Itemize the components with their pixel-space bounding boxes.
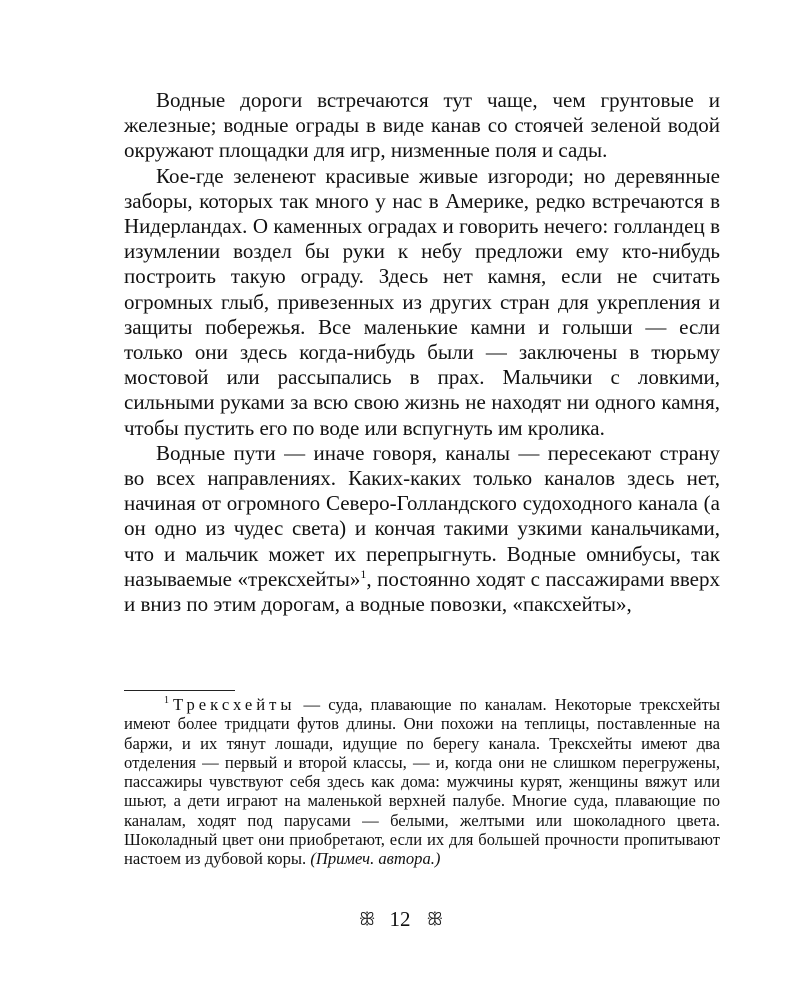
footnote-term: Трексхейты bbox=[173, 695, 296, 714]
footnote bbox=[124, 695, 720, 869]
page-number: 12 bbox=[389, 906, 411, 931]
paragraph-3 bbox=[124, 441, 720, 617]
paragraph-1: Водные дороги встречаются тут чаще, чем грунтовые и железные; водные ограды в виде канав со стоячей зеленой водой окружают площадки для игр, низменные поля и сады. bbox=[124, 88, 720, 163]
footnote-number: 1 bbox=[164, 695, 169, 707]
page-footer bbox=[0, 905, 800, 933]
paragraph-3-text: Водные пути — иначе говоря, каналы — пересекают страну во всех направлениях. Каких-каких только каналов здесь нет, начиная от огромного Северо-Голландского судоходного канала (а он одно из чудес света) и кончая такими узкими канальчиками, что и мальчик может их перепрыгнуть. Водные омнибусы, так называемые «трексхейты» bbox=[124, 440, 720, 591]
footnote-divider bbox=[124, 690, 235, 691]
left-ornament-icon: ꕥ bbox=[358, 908, 374, 929]
footnote-text: — суда, плавающие по каналам. Некоторые трексхейты имеют более тридцати футов длины. Они похожи на теплицы, поставленные на баржи, и их тянут лошади, идущие по берегу канала. Трексхейты имеют два отделения — первый и второй классы, — и, когда они не слишком перегружены, пассажиры чувствуют себя здесь как дома: мужчины курят, женщины вяжут или шьют, а дети играют на маленькой верхней палубе. Многие суда, плавающие по каналам, ходят под парусами — белыми, желтыми или шоколадного цвета. Шоколадный цвет они приобретают, если их для большей прочности пропитывают настоем из дубовой коры. bbox=[124, 695, 720, 869]
right-ornament-icon: ꕥ bbox=[426, 908, 442, 929]
footnote-author-note: (Примеч. автора.) bbox=[310, 849, 441, 869]
paragraph-3-continuation: , постоянно ходят с пассажирами вверх и вниз по этим дорогам, а водные повозки, «паксхейты», bbox=[124, 566, 721, 617]
footnote-reference: 1 bbox=[360, 566, 367, 581]
main-text bbox=[124, 88, 720, 617]
paragraph-2: Кое-где зеленеют красивые живые изгороди; но деревянные заборы, которых так много у нас в Америке, редко встречаются в Нидерландах. О каменных оградах и говорить нечего: голландец в изумлении воздел бы руки к небу предложи ему кто-нибудь построить такую ограду. Здесь нет камня, если не считать огромных глыб, привезенных из других стран для укрепления и защиты побережья. Все маленькие камни и голыши — если только они здесь когда-нибудь были — заключены в тюрьму мостовой или рассыпались в прах. Мальчики с ловкими, сильными руками за всю свою жизнь не находят ни одного камня, чтобы пустить его по воде или вспугнуть им кролика. bbox=[124, 163, 720, 440]
